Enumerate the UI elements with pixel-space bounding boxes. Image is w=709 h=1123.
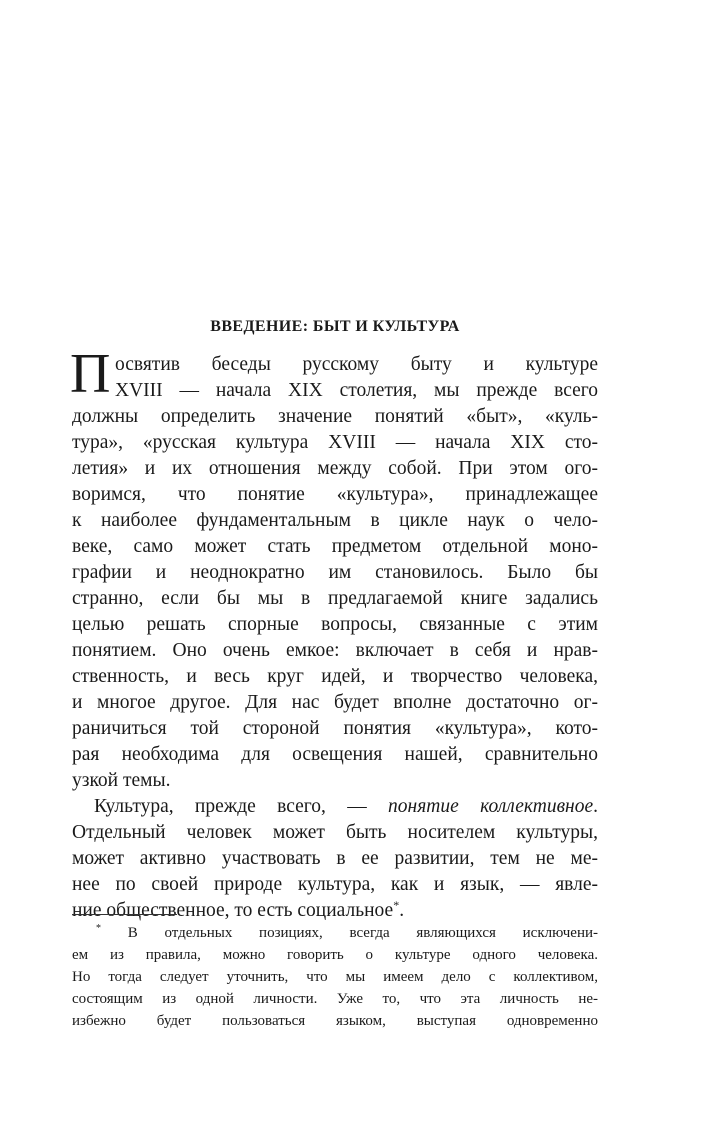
paragraph-line: понятием. Оно очень емкое: включает в себя и нрав- <box>72 640 598 661</box>
footnote-line: ем из правила, можно говорить о культуре одного человека. <box>72 947 598 963</box>
paragraph-text: Культура, прежде всего, — <box>94 796 389 817</box>
footnote-line: состоящим из одной личности. Уже то, что эта личность не- <box>72 991 598 1007</box>
paragraph-line: летия» и их отношения между собой. При этом ого- <box>72 458 598 479</box>
paragraph-line: раничиться той стороной понятия «культура», кото- <box>72 718 598 739</box>
footnote-divider <box>72 914 177 915</box>
paragraph-line: узкой темы. <box>72 770 171 791</box>
footnote-reference[interactable]: * <box>393 898 400 912</box>
paragraph-line <box>72 898 598 924</box>
chapter-heading: ВВЕДЕНИЕ: БЫТ И КУЛЬТУРА <box>210 318 460 335</box>
paragraph-line: ственность, и весь круг идей, и творчество человека, <box>72 666 598 687</box>
drop-cap: П <box>70 343 111 405</box>
emphasis-text: понятие коллективное <box>388 796 594 817</box>
paragraph-line: воримся, что понятие «культура», принадлежащее <box>72 484 598 505</box>
paragraph-line: освятив беседы русскому быту и культуре <box>115 354 598 375</box>
footnote-mark: * <box>96 923 101 934</box>
paragraph-line: к наиболее фундаментальным в цикле наук о чело- <box>72 510 598 531</box>
paragraph-line: может активно участвовать в ее развитии, тем не ме- <box>72 848 598 869</box>
paragraph-line: тура», «русская культура XVIII — начала XIX сто- <box>72 432 598 453</box>
paragraph-line: странно, если бы мы в предлагаемой книге задались <box>72 588 598 609</box>
paragraph-text: . <box>593 796 598 817</box>
paragraph-line: графии и неоднократно им становилось. Было бы <box>72 562 598 583</box>
footnote-line <box>96 922 598 944</box>
footnote-line: избежно будет пользоваться языком, выступая одновременно <box>72 1013 598 1029</box>
paragraph-text: . <box>399 900 405 921</box>
paragraph-line: целью решать спорные вопросы, связанные с этим <box>72 614 598 635</box>
paragraph-line: должны определить значение понятий «быт», «куль- <box>72 406 598 427</box>
paragraph-line: нее по своей природе культура, как и язык, — явле- <box>72 874 598 895</box>
paragraph-line <box>94 794 598 820</box>
paragraph-line: рая необходима для освещения нашей, сравнительно <box>72 744 598 765</box>
paragraph-line: Отдельный человек может быть носителем культуры, <box>72 822 598 843</box>
paragraph-line: веке, само может стать предметом отдельной моно- <box>72 536 598 557</box>
footnote-line: Но тогда следует уточнить, что мы имеем дело с коллективом, <box>72 969 598 985</box>
paragraph-line: XVIII — начала XIX столетия, мы прежде всего <box>115 380 598 401</box>
paragraph-line: и многое другое. Для нас будет вполне достаточно ог- <box>72 692 598 713</box>
paragraph-text: ние общественное, то есть социальное <box>72 900 394 921</box>
footnote-text: В отдельных позициях, всегда являющихся исключени- <box>127 925 598 941</box>
